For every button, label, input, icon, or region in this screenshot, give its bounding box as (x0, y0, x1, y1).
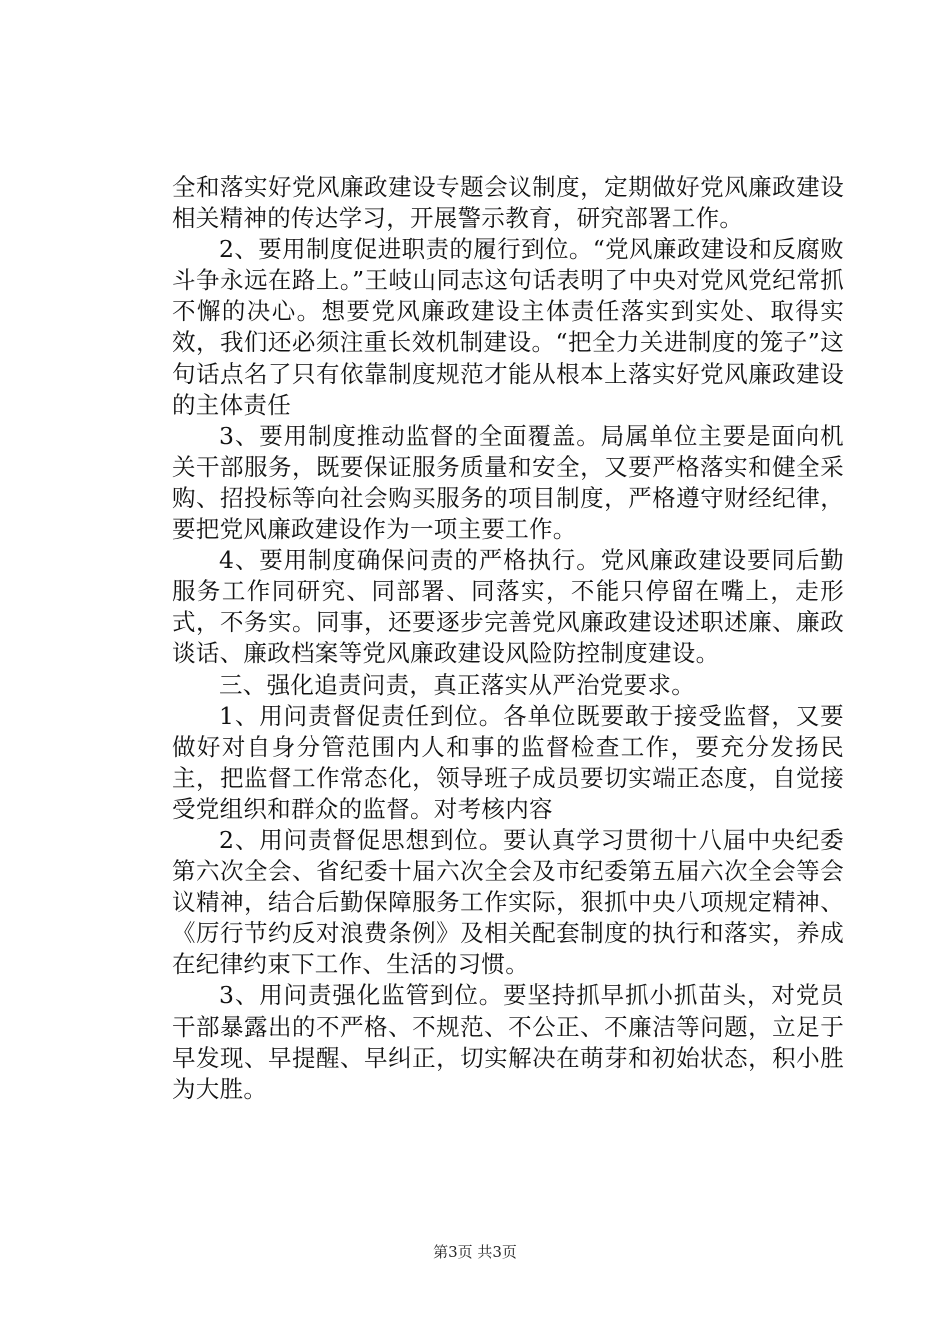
paragraph-item-2-thinking: 2、用问责督促思想到位。要认真学习贯彻十八届中央纪委第六次全会、省纪委十届六次全会及市纪委第五届六次全会等会议精神，结合后勤保障服务工作实际，狠抓中央八项规定精神、《厉行节约反对浪费条例》及相关配套制度的执行和落实，养成在纪律约束下工作、生活的习惯。 (172, 825, 844, 979)
section-heading-three: 三、强化追责问责，真正落实从严治党要求。 (219, 670, 695, 699)
page-footer (0, 1242, 950, 1262)
page-number-label: 第3页 共3页 (433, 1243, 517, 1261)
paragraph-item-4-system-accountability: 4、要用制度确保问责的严格执行。党风廉政建设要同后勤服务工作同研究、同部署、同落实，不能只停留在嘴上，走形式，不务实。同事，还要逐步完善党风廉政建设述职述廉、廉政谈话、廉政档案等党风廉政建设风险防控制度建设。 (172, 546, 844, 668)
paragraph-item-1-responsibility: 1、用问责督促责任到位。各单位既要敢于接受监督，又要做好对自身分管范围内人和事的监督检查工作，要充分发扬民主，把监督工作常态化，领导班子成员要切实端正态度，自觉接受党组织和群众的监督。对考核内容 (172, 701, 844, 823)
paragraph-item-3-supervision: 3、用问责强化监管到位。要坚持抓早抓小抓苗头，对党员干部暴露出的不严格、不规范、不公正、不廉洁等问题，立足于早发现、早提醒、早纠正，切实解决在萌芽和初始状态，积小胜为大胜。 (172, 981, 844, 1103)
paragraph-item-3-system-supervision: 3、要用制度推动监督的全面覆盖。局属单位主要是面向机关干部服务，既要保证服务质量和安全，又要严格落实和健全采购、招投标等向社会购买服务的项目制度，严格遵守财经纪律，要把党风廉政建设作为一项主要工作。 (172, 421, 844, 544)
paragraph-continuation: 全和落实好党风廉政建设专题会议制度，定期做好党风廉政建设相关精神的传达学习，开展警示教育，研究部署工作。 (172, 173, 844, 233)
paragraph-item-2-system-duty: 2、要用制度促进职责的履行到位。“党风廉政建设和反腐败斗争永远在路上。”王岐山同志这句话表明了中央对党风党纪常抓不懈的决心。想要党风廉政建设主体责任落实到实处、取得实效，我们还必须注重长效机制建设。“把全力关进制度的笼子”这句话点名了只有依靠制度规范才能从根本上落实好党风廉政建设的主体责任 (172, 235, 844, 419)
document-body (172, 172, 844, 1105)
